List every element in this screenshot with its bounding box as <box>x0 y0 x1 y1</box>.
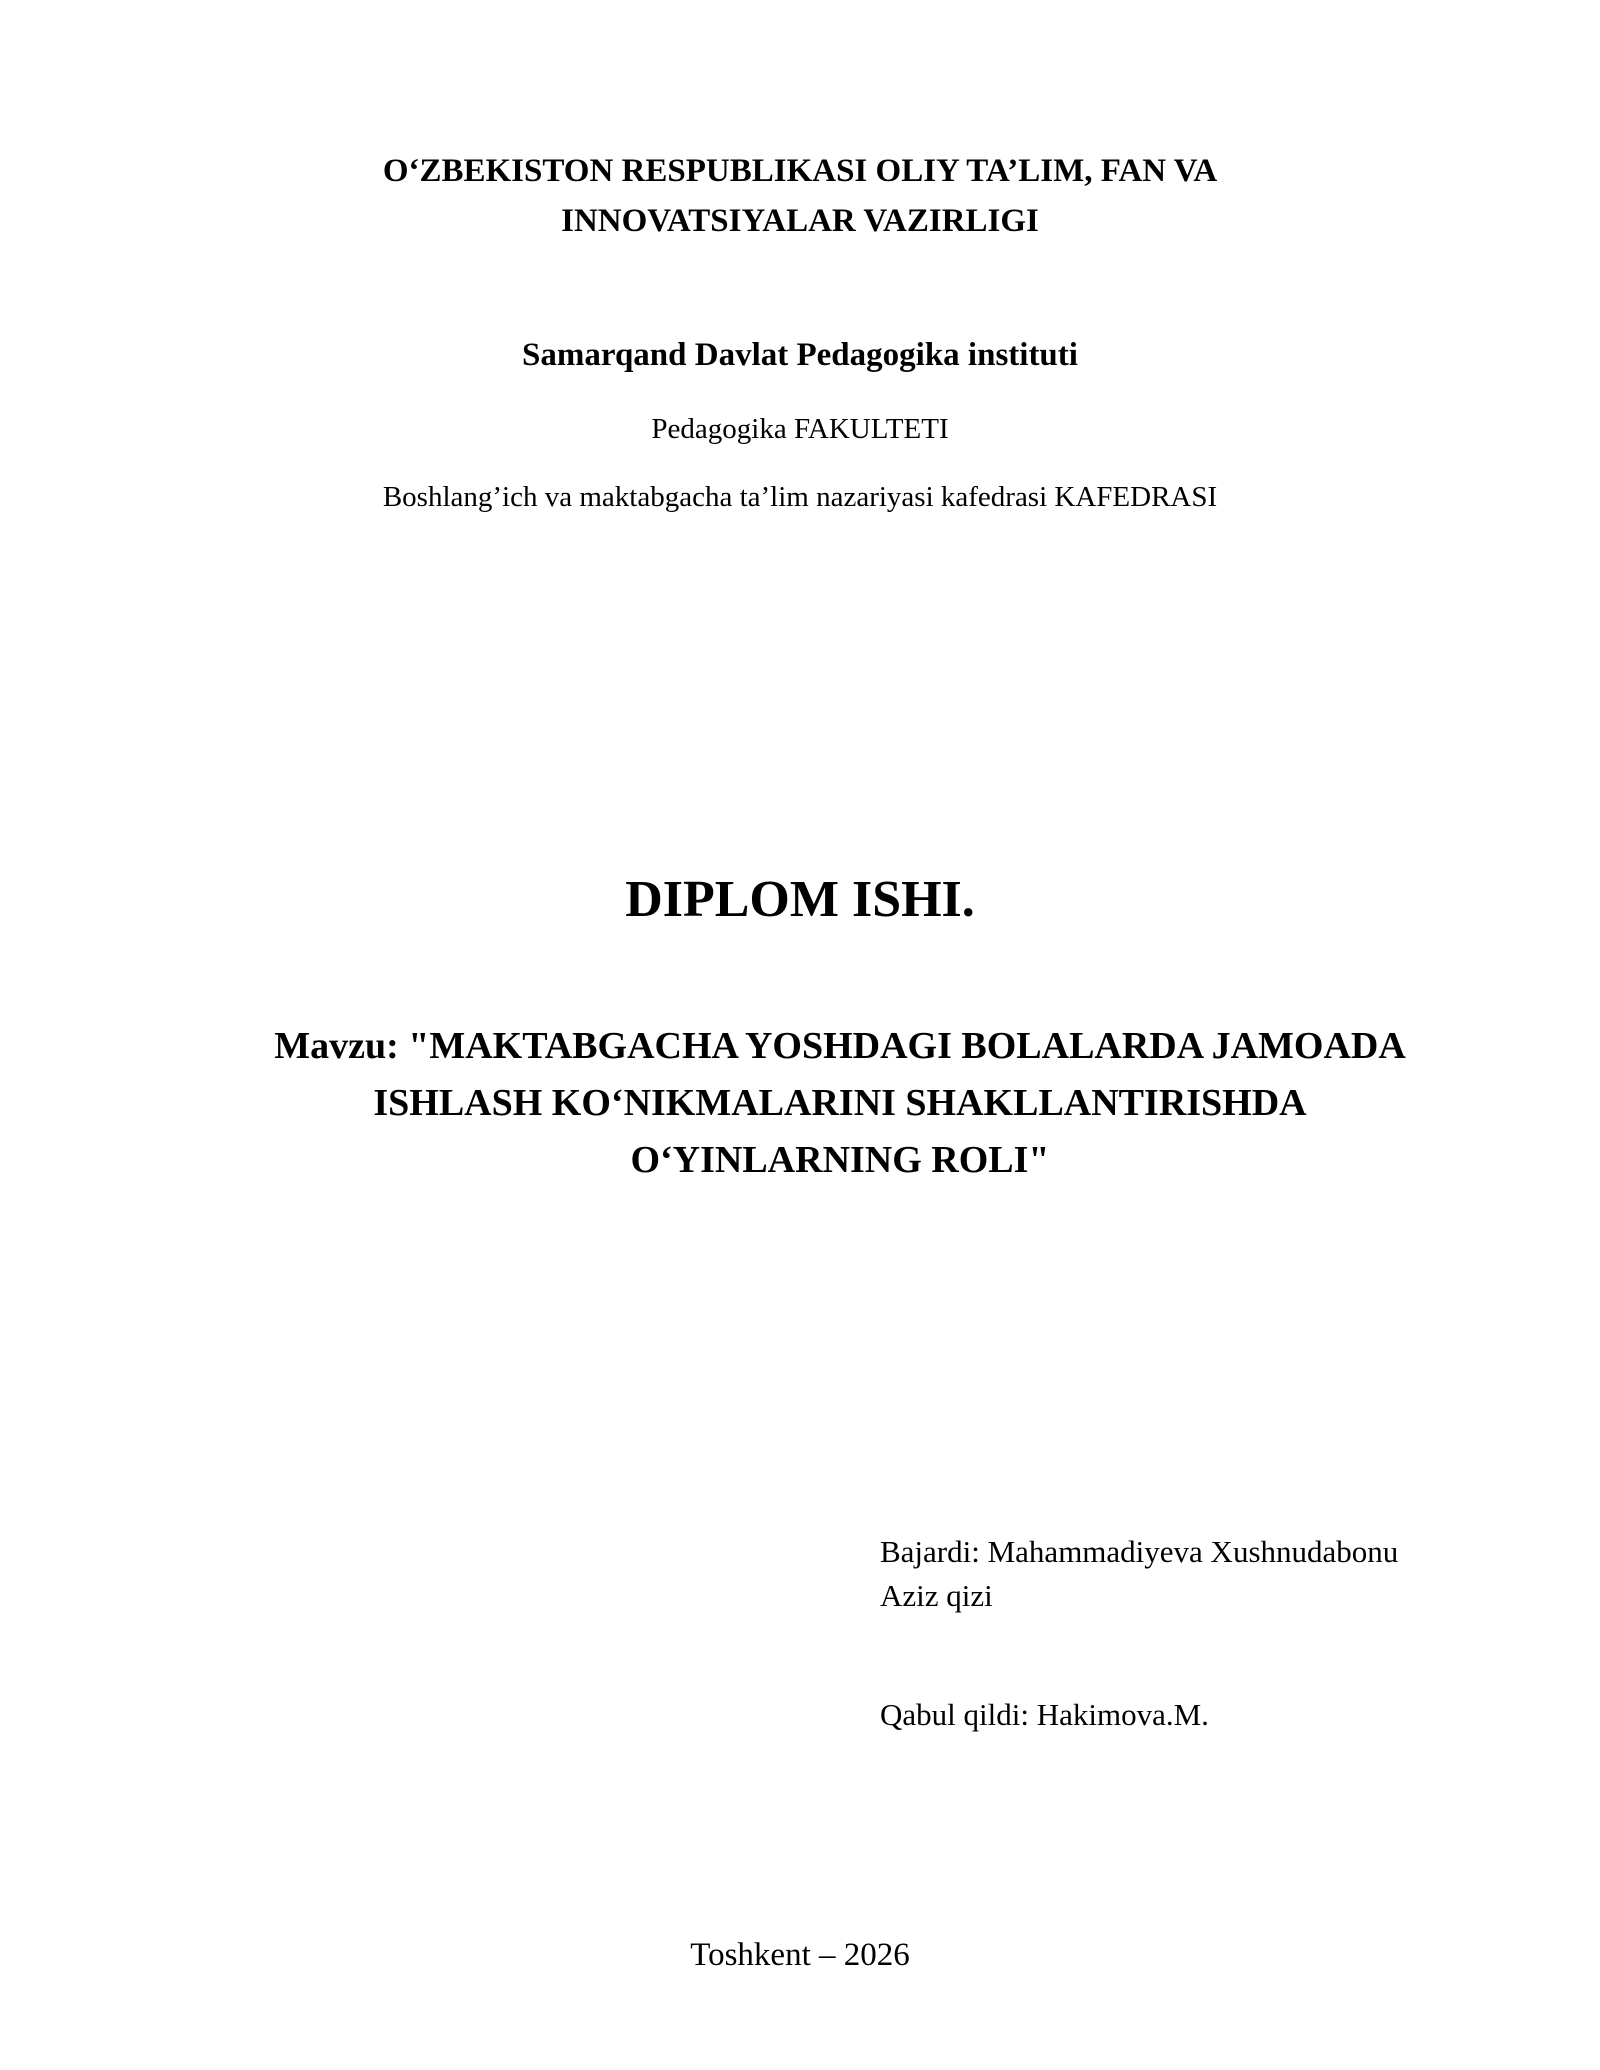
topic-line-1: Mavzu: "MAKTABGACHA YOSHDAGI BOLALARDA JAMOADA <box>274 1025 1406 1067</box>
faculty-name: Pedagogika FAKULTETI <box>651 413 949 445</box>
performer-line-2: Aziz qizi <box>880 1578 993 1613</box>
institute-name: Samarqand Davlat Pedagogika instituti <box>522 337 1078 373</box>
performer-block <box>880 1530 1520 1618</box>
accepted-by: Qabul qildi: Hakimova.M. <box>880 1697 1209 1732</box>
document-type-title: DIPLOM ISHI. <box>625 871 975 928</box>
topic-line-2: ISHLASH KO‘NIKMALARINI SHAKLLANTIRISHDA <box>373 1082 1307 1124</box>
topic-line-3: O‘YINLARNING ROLI" <box>630 1139 1050 1181</box>
ministry-line-1: O‘ZBEKISTON RESPUBLIKASI OLIY TA’LIM, FAN VA <box>382 153 1218 189</box>
ministry-heading <box>0 146 1600 246</box>
topic-heading <box>190 1018 1490 1189</box>
ministry-line-2: INNOVATSIYALAR VAZIRLIGI <box>561 203 1039 239</box>
department-name: Boshlang’ich va maktabgacha ta’lim nazariyasi kafedrasi KAFEDRASI <box>382 481 1218 513</box>
city-year: Toshkent – 2026 <box>690 1937 910 1973</box>
performer-line-1: Bajardi: Mahammadiyeva Xushnudabonu <box>880 1534 1399 1569</box>
